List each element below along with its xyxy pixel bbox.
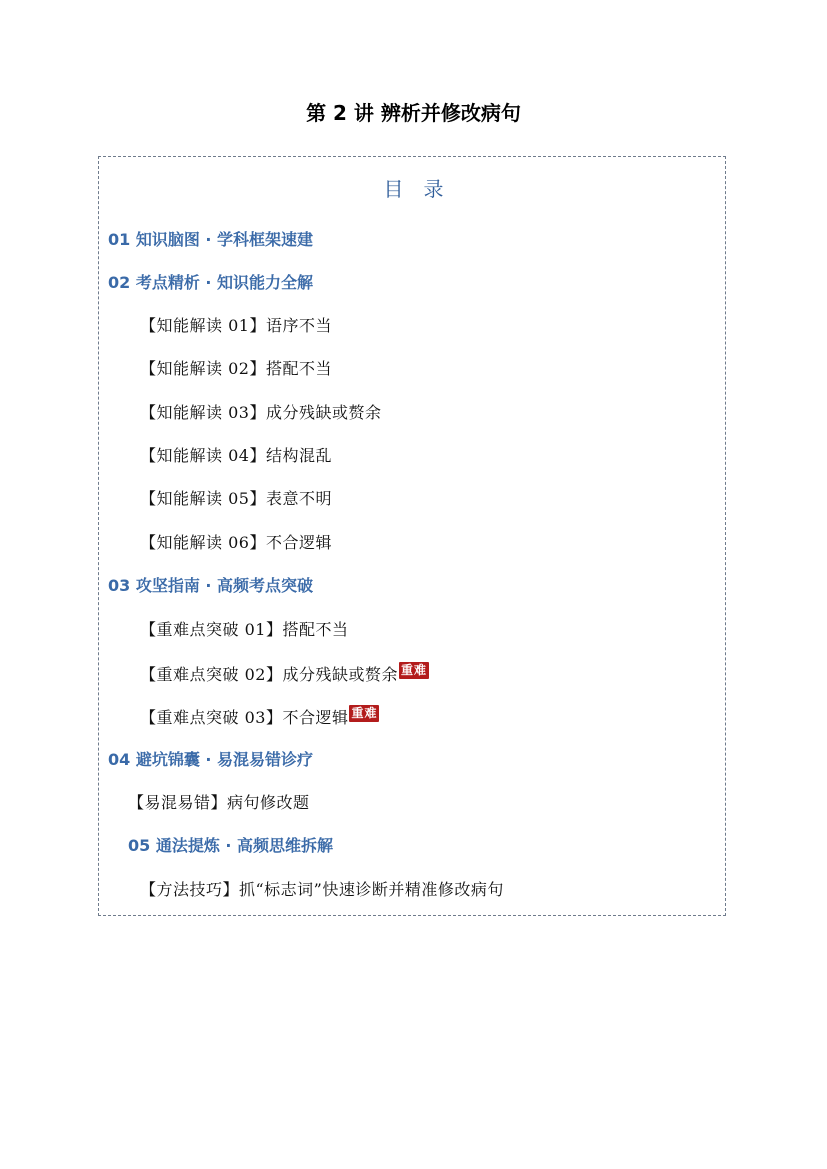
toc-item-key-03-label: 【重难点突破 03】不合逻辑 <box>140 708 349 727</box>
toc-section-05[interactable]: 05 通法提炼 · 高频思维拆解 <box>128 836 334 855</box>
toc-item-method[interactable]: 【方法技巧】抓“标志词”快速诊断并精准修改病句 <box>140 880 504 899</box>
toc-item-knowledge-01[interactable]: 【知能解读 01】语序不当 <box>140 316 332 335</box>
toc-item-knowledge-04[interactable]: 【知能解读 04】结构混乱 <box>140 446 332 465</box>
toc-heading <box>0 174 827 204</box>
toc-heading-part2: 录 <box>423 177 444 201</box>
toc-item-pitfall[interactable]: 【易混易错】病句修改题 <box>128 793 310 812</box>
difficulty-badge: 重难 <box>400 663 427 677</box>
toc-section-04[interactable]: 04 避坑锦囊 · 易混易错诊疗 <box>108 750 314 769</box>
toc-section-02[interactable]: 02 考点精析 · 知识能力全解 <box>108 273 314 292</box>
document-title: 第 2 讲 辨析并修改病句 <box>306 101 521 125</box>
difficulty-badge: 重难 <box>351 706 378 720</box>
toc-item-key-01[interactable]: 【重难点突破 01】搭配不当 <box>140 620 349 639</box>
toc-heading-part1: 目 <box>383 177 404 201</box>
toc-item-knowledge-03[interactable]: 【知能解读 03】成分残缺或赘余 <box>140 403 382 422</box>
toc-item-key-03[interactable] <box>140 705 379 729</box>
toc-section-03[interactable]: 03 攻坚指南 · 高频考点突破 <box>108 576 314 595</box>
toc-item-key-02-label: 【重难点突破 02】成分残缺或赘余 <box>140 665 398 684</box>
toc-item-knowledge-02[interactable]: 【知能解读 02】搭配不当 <box>140 359 332 378</box>
toc-item-key-02[interactable] <box>140 662 429 686</box>
toc-item-knowledge-05[interactable]: 【知能解读 05】表意不明 <box>140 489 332 508</box>
toc-item-knowledge-06[interactable]: 【知能解读 06】不合逻辑 <box>140 533 332 552</box>
toc-section-01[interactable]: 01 知识脑图 · 学科框架速建 <box>108 230 314 249</box>
